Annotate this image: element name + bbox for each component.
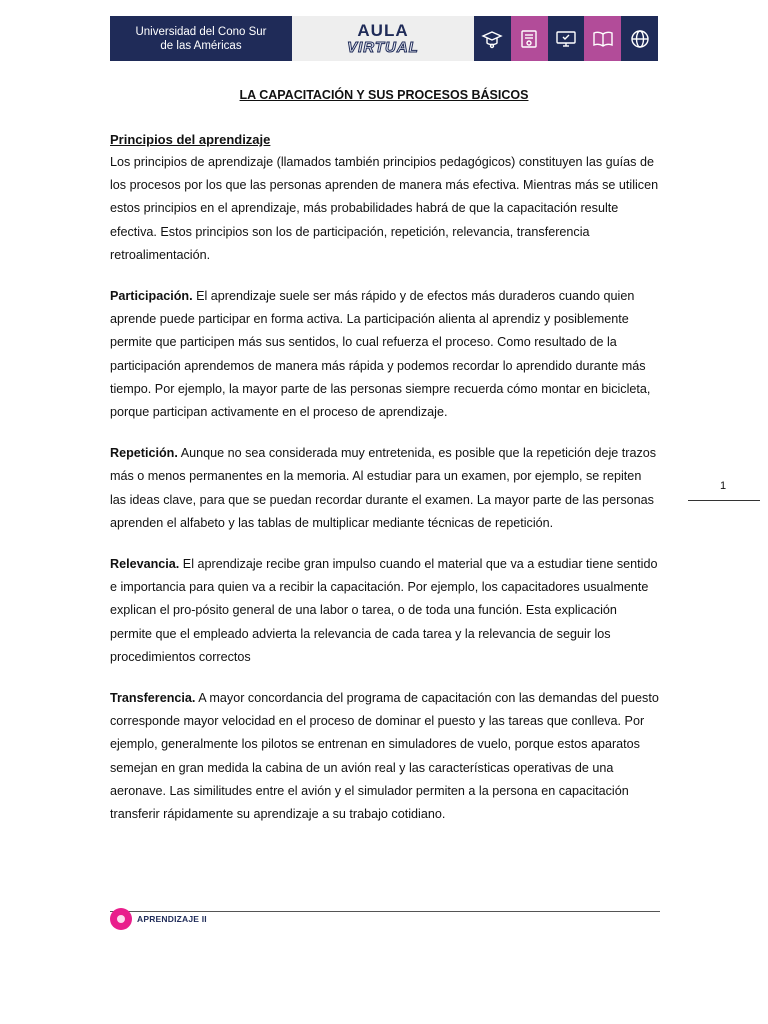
university-logo: [110, 16, 292, 61]
university-name-line1: Universidad del Cono Sur: [135, 25, 267, 38]
university-name-line2: de las Américas: [160, 39, 242, 52]
aula-virtual-logo: [292, 16, 474, 61]
header-banner: [110, 16, 658, 61]
page-number: 1: [720, 480, 727, 492]
book-icon: [584, 16, 621, 61]
globe-icon: [621, 16, 658, 61]
participacion-paragraph: [110, 285, 660, 424]
repeticion-label: Repetición.: [110, 446, 178, 461]
relevancia-paragraph: [110, 553, 660, 669]
participacion-label: Participación.: [110, 289, 193, 304]
relevancia-label: Relevancia.: [110, 557, 180, 572]
repeticion-paragraph: [110, 442, 660, 535]
virtual-label: VIRTUAL: [347, 38, 419, 56]
transferencia-label: Transferencia.: [110, 691, 196, 706]
computer-icon: [548, 16, 585, 61]
participacion-text: El aprendizaje suele ser más rápido y de efectos más duraderos cuando quien aprende puede participar en forma activa. La participación alienta al aprendiz y posiblemente permite que participen más sus sentidos, lo cual refuerza el proceso. Como resultado de la participación aprendemos de manera más rápida y podemos recordar lo aprendido durante más tiempo. Por ejemplo, la mayor parte de las personas siempre recuerda cómo montar en bicicleta, porque participan activamente en el proceso de aprendizaje.: [110, 289, 651, 420]
page-number-rule: [688, 500, 760, 501]
document-title: LA CAPACITACIÓN Y SUS PROCESOS BÁSICOS: [239, 88, 529, 102]
transferencia-paragraph: [110, 687, 660, 826]
section-heading: Principios del aprendizaje: [110, 132, 271, 147]
banner-icon-strip: [474, 16, 658, 61]
footer-logo-icon: [110, 908, 132, 930]
transferencia-text: A mayor concordancia del programa de capacitación con las demandas del puesto corresponde mayor velocidad en el proceso de dominar el puesto y las tareas que conlleva. Por ejemplo, generalmente los pilotos se entrenan en simuladores de vuelo, porque estos aparatos semejan en gran medida la cabina de un avión real y las características operativas de una aeronave. Las similitudes entre el avión y el simulador permiten a la persona en capacitación transferir rápidamente su aprendizaje a su trabajo cotidiano.: [110, 691, 659, 822]
footer-divider: [110, 911, 660, 912]
aula-label: AULA: [357, 20, 409, 40]
repeticion-text: Aunque no sea considerada muy entretenida, es posible que la repetición deje trazos más o menos permanentes en la memoria. Al estudiar para un examen, por ejemplo, se repiten las ideas clave, para que se puedan recordar durante el examen. La mayor parte de las personas aprenden el alfabeto y las tablas de multiplicar mediante técnicas de repetición.: [110, 446, 657, 530]
relevancia-text: El aprendizaje recibe gran impulso cuando el material que va a estudiar tiene sentido e importancia para quien va a recibir la capacitación. Por ejemplo, los capacitadores usualmente explican el pro-pósito general de una labor o tarea, o de toda una función. Esta explicación permite que el empleado advierta la relevancia de cada tarea y la relevancia de seguir los procedimientos correctos: [110, 557, 658, 664]
intro-paragraph: Los principios de aprendizaje (llamados también principios pedagógicos) constituyen las guías de los procesos por los que las personas aprenden de manera más efectiva. Mientras más se utilicen estos principios en el aprendizaje, más probabilidades habrá de que la capacitación resulte efectiva. Estos principios son los de participación, repetición, relevancia, transferencia retroalimentación.: [110, 155, 659, 262]
footer-course-label: APRENDIZAJE II: [137, 914, 207, 924]
document-body: [110, 128, 660, 826]
certificate-icon: [511, 16, 548, 61]
graduate-icon: [474, 16, 511, 61]
